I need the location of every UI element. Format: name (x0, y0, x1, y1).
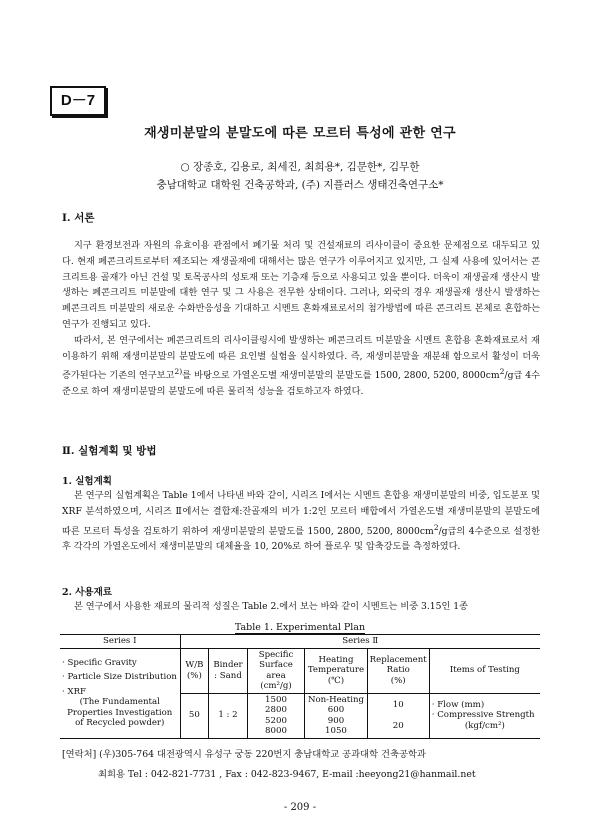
experimental-plan-paragraph: 본 연구의 실험계획은 Table 1에서 나타낸 바와 같이, 시리즈 Ⅰ에서는 시멘트 혼합용 재생미분말의 비중, 입도분포 및 XRF 분석하였으며, 시리즈 Ⅱ에서는 결합재:잔골재의 비가 1:2인 모르터 배합에서 가열온도별 재생미분말의 분말도에 따른 모르터 특성을 검토하기 위하여 재생미분말의 분말도를 1500, 2800, 5200, $8000cm^2/g$급의 4수준으로 설정한 후 각각의 가열온도에서 재생미분말의 대체율을 10, 20%로 하여 플로우 및 압축강도를 측정하였다. (62, 490, 540, 553)
binder-sand-value: 1 : 2 (209, 693, 247, 738)
testing-items: · Flow (mm) · Compressive Strength (kgf/cm²) (429, 693, 540, 738)
contact-address: [연락처] (우)305-764 대전광역시 유성구 궁동 220번지 충남대학교 공과대학 건축공학과 (62, 749, 426, 760)
surface-area-values: 1500 2800 5200 8000 (247, 693, 305, 738)
affiliation: 충남대학교 대학원 건축공학과, (주) 지플러스 생태건축연구소* (156, 179, 444, 191)
session-code-box: D－7 (50, 86, 106, 116)
intro-paragraph-2: 따라서, 본 연구에서는 폐콘크리트의 리사이클링시에 발생하는 폐콘크리트 미분말을 시멘트 혼합용 혼화재료로서 재이용하기 위해 재생미분말의 분말도에 따른 요인별 실험을 실시하였다. 즉, 재생미분말을 재분쇄 함으로서 활성이 더욱 증가된다는 기존의 연구보고$^{2)}$를 바탕으로 가열온도별 재생미분말의 분말도를 1500, 2800, 5200, $8000cm^2/g$급 4수준으로 하여 재생미분말의 분말도에 따른 물리적 성능을 검토하고자 하였다. (62, 334, 540, 398)
section-1-heading: Ⅰ. 서론 (62, 212, 95, 224)
section-1-body (62, 238, 540, 400)
binder-sand-header: Binder : Sand (209, 648, 247, 693)
replacement-ratio-header: Replacement Ratio (%) (367, 648, 429, 693)
materials-body (62, 599, 540, 615)
wb-header: W/B (%) (180, 648, 209, 693)
series-1-items: · Specific Gravity · Particle Size Distribution · XRF (The Fundamental Properties Investigation of Recycled powder) (60, 648, 180, 738)
series-1-header: Series Ⅰ (60, 635, 180, 649)
experimental-plan-table (60, 634, 540, 739)
surface-area-header: Specific Surface area (cm²/g) (247, 648, 305, 693)
contact-phone-email: 최희용 Tel : 042-821-7731 , Fax : 042-823-9467, E-mail :heeyong21@hanmail.net (98, 769, 476, 780)
heating-temperature-header: Heating Temperature (℃) (305, 648, 367, 693)
subsection-materials: 2. 사용재료 (62, 587, 112, 598)
materials-paragraph: 본 연구에서 사용한 재료의 물리적 성질은 Table 2.에서 보는 바와 같이 시멘트는 비중 3.15인 1종 (74, 601, 468, 612)
heating-temperature-values: Non-Heating 600 900 1050 (305, 693, 367, 738)
series-2-header: Series Ⅱ (180, 635, 540, 649)
table-header-row (60, 648, 540, 693)
replacement-ratio-values: 10 20 (367, 693, 429, 738)
intro-paragraph-1: 지구 환경보전과 자원의 유효이용 관점에서 폐기물 처리 및 건설재료의 리사이클이 중요한 문제점으로 대두되고 있다. 현재 폐콘크리트로부터 제조되는 재생골재에 대해서는 많은 연구가 이루어지고 있지만, 그 실제 사용에 있어서는 콘크리트용 골재가 아닌 건설 및 토목공사의 성토재 또는 기층재 등으로 사용되고 있을 뿐이다. 더욱이 재생골재 생산시 발생하는 폐콘크리트 미분말에 대한 연구 및 그 사용은 전무한 상태이다. 그러나, 외국의 경우 재생골재 생산시 발생하는 폐콘크리트 미분말의 새로운 수화반응성을 기대하고 시멘트 혼화재료로서의 첨가방법에 따른 콘크리트 본체로 혼합하는 연구가 진행되고 있다. (62, 240, 540, 330)
table-caption: Table 1. Experimental Plan (234, 622, 366, 633)
table-series-row (60, 635, 540, 649)
paper-title: 재생미분말의 분말도에 따른 모르터 특성에 관한 연구 (144, 126, 456, 141)
author-list: ○ 장종호, 김용로, 최세진, 최희용*, 김문한*, 김무한 (180, 161, 420, 173)
section-2-heading: Ⅱ. 실험계획 및 방법 (62, 445, 157, 457)
page-number: - 209 - (283, 802, 317, 813)
wb-value: 50 (180, 693, 209, 738)
subsection-experimental-plan: 1. 실험계획 (62, 476, 112, 487)
experimental-plan-body (62, 488, 540, 555)
items-of-testing-header: Items of Testing (429, 648, 540, 693)
